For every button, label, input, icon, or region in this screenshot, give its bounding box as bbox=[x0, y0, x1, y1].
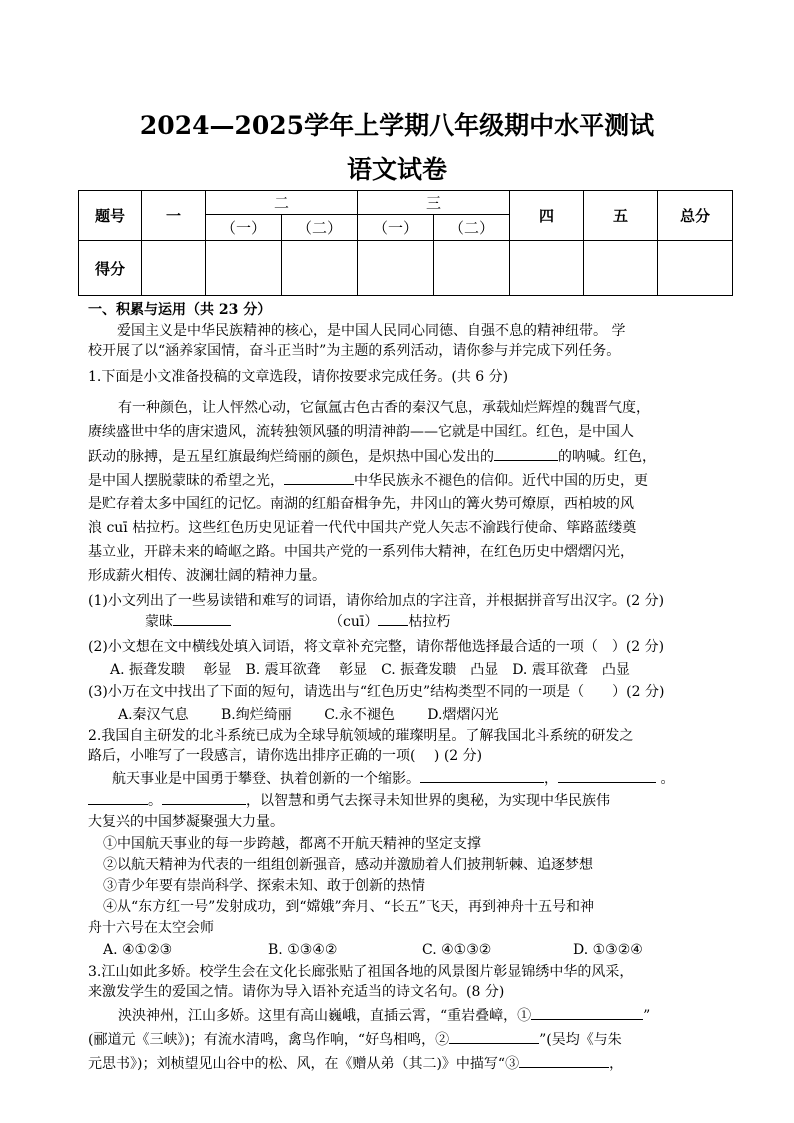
question-1-1: (1)小文列出了一些易读错和难写的词语，请你给加点的字注音，并根据拼音写出汉字。(2 分) bbox=[88, 593, 665, 609]
question-1-2: (2)小文想在文中横线处填入词语，将文章补充完整，请你帮他选择最合适的一项（ ）(2 分) bbox=[88, 639, 665, 655]
score-col-1: 一 bbox=[142, 191, 206, 241]
q2-passage: 航天事业是中国勇于攀登、执着创新的一个缩影。 ， 。 bbox=[112, 768, 674, 789]
score-sub-2-1: （一） bbox=[206, 215, 282, 241]
q2-option-b: B. ①③④② bbox=[268, 942, 338, 958]
score-header-defen: 得分 bbox=[79, 241, 142, 296]
score-col-4: 四 bbox=[510, 191, 584, 241]
score-cell[interactable] bbox=[434, 241, 510, 296]
passage-line: 基立业，开辟未来的崎岖之路。中国共产党的一系列伟大精神，在红色历史中熠熠闪光， bbox=[88, 544, 634, 560]
section-heading: 一、积累与运用（共 23 分） bbox=[88, 302, 272, 318]
question-2-line-1: 2.我国自主研发的北斗系统已成为全球导航领域的璀璨明星。了解我国北斗系统的研发之 bbox=[88, 728, 634, 744]
poem-blank-3[interactable] bbox=[519, 1053, 609, 1068]
q2-item: ①中国航天事业的每一步跨越，都离不开航天精神的坚定支撑 bbox=[103, 836, 481, 852]
score-header-tihao: 题号 bbox=[79, 191, 142, 241]
score-cell[interactable] bbox=[142, 241, 206, 296]
q2-option-d: D. ①③②④ bbox=[573, 942, 643, 958]
score-cell[interactable] bbox=[658, 241, 733, 296]
score-col-total: 总分 bbox=[658, 191, 733, 241]
q2-item: ④从“东方红一号”发射成功，到“嫦娥”奔月、“长五”飞天，再到神舟十五号和神 bbox=[103, 899, 594, 915]
score-col-5: 五 bbox=[584, 191, 658, 241]
answer-blank[interactable] bbox=[173, 611, 231, 626]
question-1-3: (3)小万在文中找出了下面的短句，请选出与“红色历史”结构类型不同的一项是（ ）(2 分) bbox=[88, 684, 665, 700]
q3-passage: 元思书》)；刘桢望见山谷中的松、风，在《赠从弟（其二)》中描写“③ ， bbox=[88, 1053, 623, 1074]
intro-line-1: 爱国主义是中华民族精神的核心，是中国人民同心同德、自强不息的精神纽带。 学 bbox=[117, 323, 626, 339]
score-table bbox=[78, 190, 733, 296]
passage-line: 浪 cuī 枯拉朽。这些红色历史见证着一代代中国共产党人矢志不渝践行使命、筚路蓝缕奠 bbox=[88, 520, 637, 536]
score-sub-2-2: （二） bbox=[282, 215, 358, 241]
blank[interactable] bbox=[162, 790, 246, 805]
q2-option-c: C. ④①③② bbox=[422, 942, 492, 958]
passage-line: 跃动的脉搏，是五星红旗最绚烂绮丽的颜色，是炽热中国心发出的 的呐喊。红色， bbox=[88, 446, 656, 467]
q1-3-options: A.秦汉气息 B.绚烂绮丽 C.永不褪色 D.熠熠闪光 bbox=[118, 707, 499, 723]
q3-passage: (郦道元《三峡》)；有流水清鸣，禽鸟作响，“好鸟相鸣，② ”(吴均《与朱 bbox=[88, 1029, 622, 1050]
exam-subtitle: 语文试卷 bbox=[346, 155, 447, 184]
q2-option-a: A. ④①②③ bbox=[103, 942, 173, 958]
question-1: 1.下面是小文准备投稿的文章选段，请你按要求完成任务。(共 6 分) bbox=[88, 369, 509, 385]
blank[interactable] bbox=[420, 768, 544, 783]
question-3-line-1: 3.江山如此多娇。校学生会在文化长廊张贴了祖国各地的风景图片彰显锦绣中华的风采， bbox=[88, 964, 634, 980]
q3-passage: 泱泱神州，江山多娇。这里有高山巍峨，直插云霄，“重岩叠嶂，① ” bbox=[118, 1005, 650, 1026]
passage-line: 是中国人摆脱蒙昧的希望之光， 中华民族永不褪色的信仰。近代中国的历史，更 bbox=[88, 470, 648, 491]
q1-2-options: A. 振聋发聩 彰显 B. 震耳欲聋 彰显 C. 振聋发聩 凸显 D. 震耳欲聋 凸显 bbox=[110, 662, 630, 678]
poem-blank-1[interactable] bbox=[531, 1005, 643, 1020]
poem-blank-2[interactable] bbox=[449, 1029, 539, 1044]
score-cell[interactable] bbox=[358, 241, 434, 296]
question-3-line-2: 来激发学生的爱国之情。请你为导入语补充适当的诗文名句。(8 分) bbox=[88, 984, 505, 1000]
score-cell[interactable] bbox=[510, 241, 584, 296]
q2-passage: 。 ，以智慧和勇气去探寻未知世界的奥秘，为实现中华民族伟 bbox=[88, 790, 610, 811]
score-sub-3-1: （一） bbox=[358, 215, 434, 241]
answer-blank[interactable] bbox=[378, 611, 408, 626]
score-col-3: 三 bbox=[358, 191, 510, 215]
question-2-line-2: 路后，小唯写了一段感言，请你选出排序正确的一项( ) (2 分) bbox=[88, 748, 483, 764]
passage-line: 形成薪火相传、波澜壮阔的精神力量。 bbox=[88, 568, 326, 584]
score-cell[interactable] bbox=[206, 241, 282, 296]
blank[interactable] bbox=[88, 790, 148, 805]
score-cell[interactable] bbox=[282, 241, 358, 296]
score-sub-3-2: （二） bbox=[434, 215, 510, 241]
q2-item: 舟十六号在太空会师 bbox=[88, 920, 214, 936]
intro-line-2: 校开展了以“涵养家国情，奋斗正当时”为主题的系列活动，请你参与并完成下列任务。 bbox=[88, 343, 621, 359]
passage-line: 赓续盛世中华的唐宋遗风，流转独领风骚的明清神韵——它就是中国红。红色，是中国人 bbox=[88, 424, 634, 440]
exam-title: 2024—2025学年上学期八年级期中水平测试 bbox=[139, 111, 655, 140]
q1-1-answers: 蒙昧 （cuī） 枯拉朽 bbox=[145, 611, 450, 632]
blank-1[interactable] bbox=[494, 446, 558, 461]
q2-item: ②以航天精神为代表的一组组创新强音，感动并激励着人们披荆斩棘、追逐梦想 bbox=[103, 857, 593, 873]
blank[interactable] bbox=[558, 768, 656, 783]
passage-line: 有一种颜色，让人怦然心动，它氤氲古色古香的秦汉气息，承载灿烂辉煌的魏晋气度， bbox=[118, 400, 650, 416]
score-cell[interactable] bbox=[584, 241, 658, 296]
q2-item: ③青少年要有崇尚科学、探索未知、敢于创新的热情 bbox=[103, 878, 425, 894]
q2-passage: 大复兴的中国梦凝聚强大力量。 bbox=[88, 814, 284, 830]
score-col-2: 二 bbox=[206, 191, 358, 215]
blank-2[interactable] bbox=[284, 470, 354, 485]
passage-line: 是贮存着太多中国红的记忆。南湖的红船奋楫争先，井冈山的篝火势可燎原，西柏坡的风 bbox=[88, 496, 634, 512]
